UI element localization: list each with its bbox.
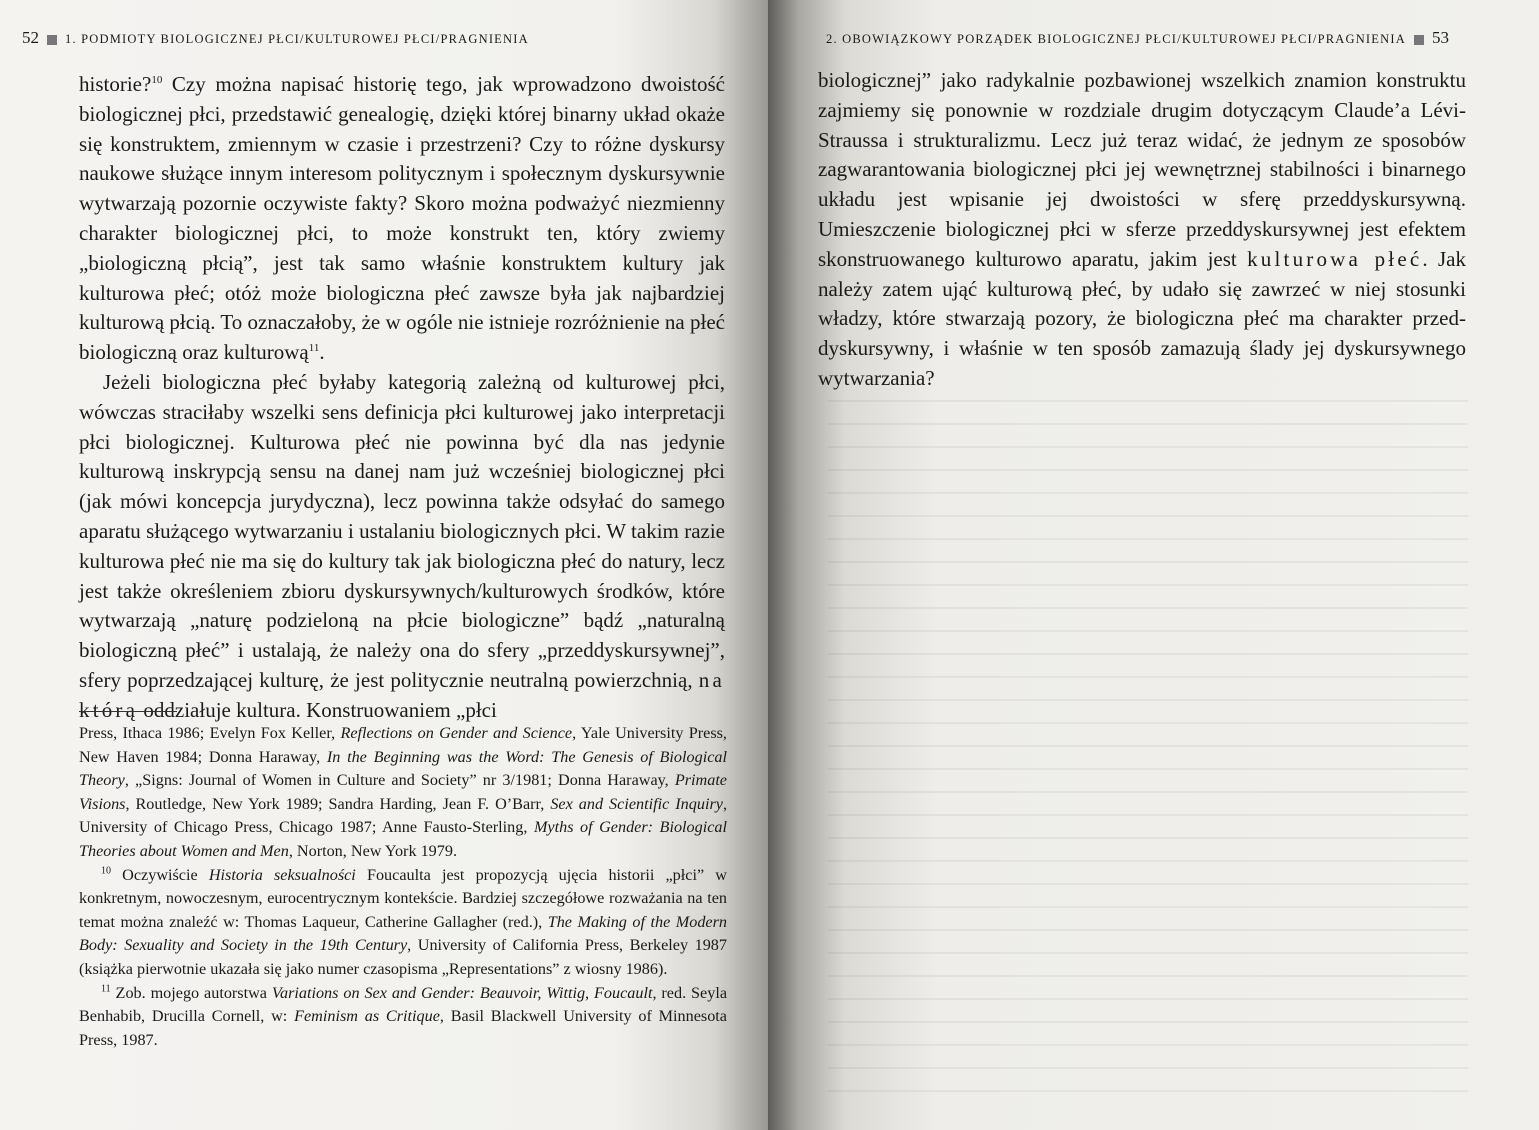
footnote-continued xyxy=(79,722,727,864)
text-run: , Routledge, New York 1989; Sandra Harding, Jean F. O’Barr, xyxy=(125,794,551,813)
text-run: , Basil Blackwell University of Minnesota Press, 1987. xyxy=(79,1007,727,1049)
square-ornament-icon xyxy=(1414,35,1424,45)
text-run: , „Signs: Journal of Women in Culture and Society” nr 3/1981; Donna Haraway, xyxy=(124,771,675,790)
text-run: , Norton, New York 1979. xyxy=(288,841,458,860)
spaced-emphasis: kulturowa płeć xyxy=(1247,246,1423,271)
text-run: , red. Seyla Benhabib, Drucilla Cornell, w: xyxy=(79,983,727,1026)
right-page xyxy=(768,0,1539,1130)
footnote-number: 11 xyxy=(101,983,111,995)
italic-title: Sex and Scientific Inquiry xyxy=(550,794,723,813)
text-run: , University of California Press, Berkeley 1987 (książka pierwotnie ukazała się jako numer czasopisma „Representations” z wiosny 1986). xyxy=(79,936,727,978)
footnote-ref-11: 11 xyxy=(308,342,320,355)
running-head-left xyxy=(22,28,529,48)
text-run: Jeżeli biologiczna płeć byłaby kategorią zależną od kulturowej płci, wówczas straciłaby wszelki sens definicja płci kulturowej jako interpretacji płci biologicznej. Kulturowa płeć nie powinna być dla nas jedynie kulturową inskrypcją sensu na danej nam już wcześniej biologicznej płci (jak mówi koncepcja jurydyczna), lecz powinna także odsyłać do samego aparatu służącego wytwarzaniu i ustalaniu biologicznych płci. W takim razie kulturowa płeć nie ma się do kultury tak jak biologiczna płeć do natury, lecz jest także określeniem zbioru dyskursywnych/kulturowych środków, które wytwarzają „naturę podzieloną na płcie biologiczne” bądź „naturalną biologiczną płeć” i ustalają, że należy ona do sfery „przeddyskursywnej”, sfery poprzedzającej kulturę, że jest politycznie neutralną powierzchnią, xyxy=(79,369,725,692)
left-page xyxy=(0,0,768,1130)
text-run: . Jak należy zatem ująć kulturową płeć, by udało się zawrzeć w niej stosunki władzy, które stwarzają pozory, że biologiczna płeć ma charakter przeddyskursywny, i właśnie w ten sposób zamazują ślady jej dyskursywnego wytwarzania? xyxy=(818,246,1466,390)
page-number-right: 53 xyxy=(1431,28,1449,47)
page-number-left: 52 xyxy=(22,28,39,47)
running-head-text-left: 1. PODMIOTY BIOLOGICZNEJ PŁCI/KULTUROWEJ PŁCI/PRAGNIENIA xyxy=(65,32,529,46)
text-run: , Yale University Press, New Haven 1984; Donna Haraway, xyxy=(79,724,727,766)
text-run: Foucaulta jest propozycją ujęcia historii „płci” w konkretnym, nowoczesnym, eurocentrycznym kontekście. Bardziej szczegółowe rozważania na ten temat można znaleźć w: Thomas Laqueur, Catherine Gallagher (red.), xyxy=(79,865,727,931)
text-run: historie? xyxy=(79,72,152,96)
text-run: Press, Ithaca 1986; Evelyn Fox Keller, xyxy=(79,724,341,742)
left-paragraph-2 xyxy=(79,368,725,726)
italic-title: Primate Visions xyxy=(79,771,727,813)
left-paragraph-1 xyxy=(79,70,725,368)
italic-title: Feminism as Critique xyxy=(294,1007,440,1026)
footnote-ref-10: 10 xyxy=(151,74,163,86)
text-run: Zob. mojego autorstwa xyxy=(110,983,272,1002)
footnotes xyxy=(79,722,727,1052)
italic-title: In the Beginning was the Word: The Genesis of Biological Theory xyxy=(79,747,727,790)
running-head-text-right: 2. OBOWIĄZKOWY PORZĄDEK BIOLOGICZNEJ PŁCI/KULTUROWEJ PŁCI/PRAGNIENIA xyxy=(826,32,1406,46)
italic-title: Historia seksualności xyxy=(208,865,356,884)
text-run: Oczywiście xyxy=(111,865,209,884)
spaced-emphasis: na którą xyxy=(79,667,725,722)
text-run: . xyxy=(319,340,325,365)
right-paragraph-1 xyxy=(818,66,1466,394)
running-head-right xyxy=(826,28,1449,48)
italic-title: Variations on Sex and Gender: Beauvoir, Wittig, Foucault xyxy=(271,983,653,1002)
text-run: , University of Chicago Press, Chicago 1987; Anne Fausto-Sterling, xyxy=(79,794,727,837)
italic-title: Reflections on Gender and Science xyxy=(340,724,573,742)
footnote-10 xyxy=(79,864,727,982)
right-body-text xyxy=(818,66,1466,394)
italic-title: The Making of the Modern Body: Sexuality and Society in the 19th Century xyxy=(79,912,727,955)
footnote-number: 10 xyxy=(101,865,111,877)
show-through-texture xyxy=(828,400,1468,1100)
text-run: oddziałuje kultura. Konstruowaniem „płci xyxy=(138,697,497,722)
left-body-text xyxy=(79,70,725,726)
italic-title: Myths of Gender: Biological Theories about Women and Men xyxy=(79,818,727,860)
footnote-11 xyxy=(79,982,727,1053)
footnote-rule xyxy=(79,711,177,712)
text-run: Czy można napisać historię tego, jak wprowadzono dwoistość biologicznej płci, przedstawić genealogię, dzięki której binarny układ okaże się konstruktem, zmiennym w czasie i przestrzeni? Czy to różne dyskursy naukowe służące innym interesom politycznym i społecznym dyskursywnie wytwarzają pozornie oczywiste fakty? Skoro można podważyć niezmienny charakter biologicznej płci, to może konstrukt ten, który zwiemy „biologiczną płcią”, jest tak samo właśnie konstruktem kultury jak kulturowa płeć; otóż może biologiczna płeć zawsze była jak najbardziej kulturową płcią. To oznaczałoby, że w ogóle nie istnieje rozróżnienie na płeć biologiczną oraz kulturową xyxy=(79,72,725,365)
square-ornament-icon xyxy=(47,35,57,45)
text-run: biologicznej” jako radykalnie pozbawionej wszelkich znamion konstruktu zajmiemy się ponownie w rozdziale drugim dotyczącym Claude’a Lévi-Straussa i strukturalizmu. Lecz już teraz widać, że jednym ze sposobów zagwarantowania biologicznej płci jej wewnętrznej stabilności i binarnego układu jest wpisanie jej dwoistości w sferę przeddyskursywną. Umieszczenie biologicznej płci w sferze przeddyskursywnej jest efektem skonstruowanego kulturowo aparatu, jakim jest xyxy=(818,68,1466,271)
